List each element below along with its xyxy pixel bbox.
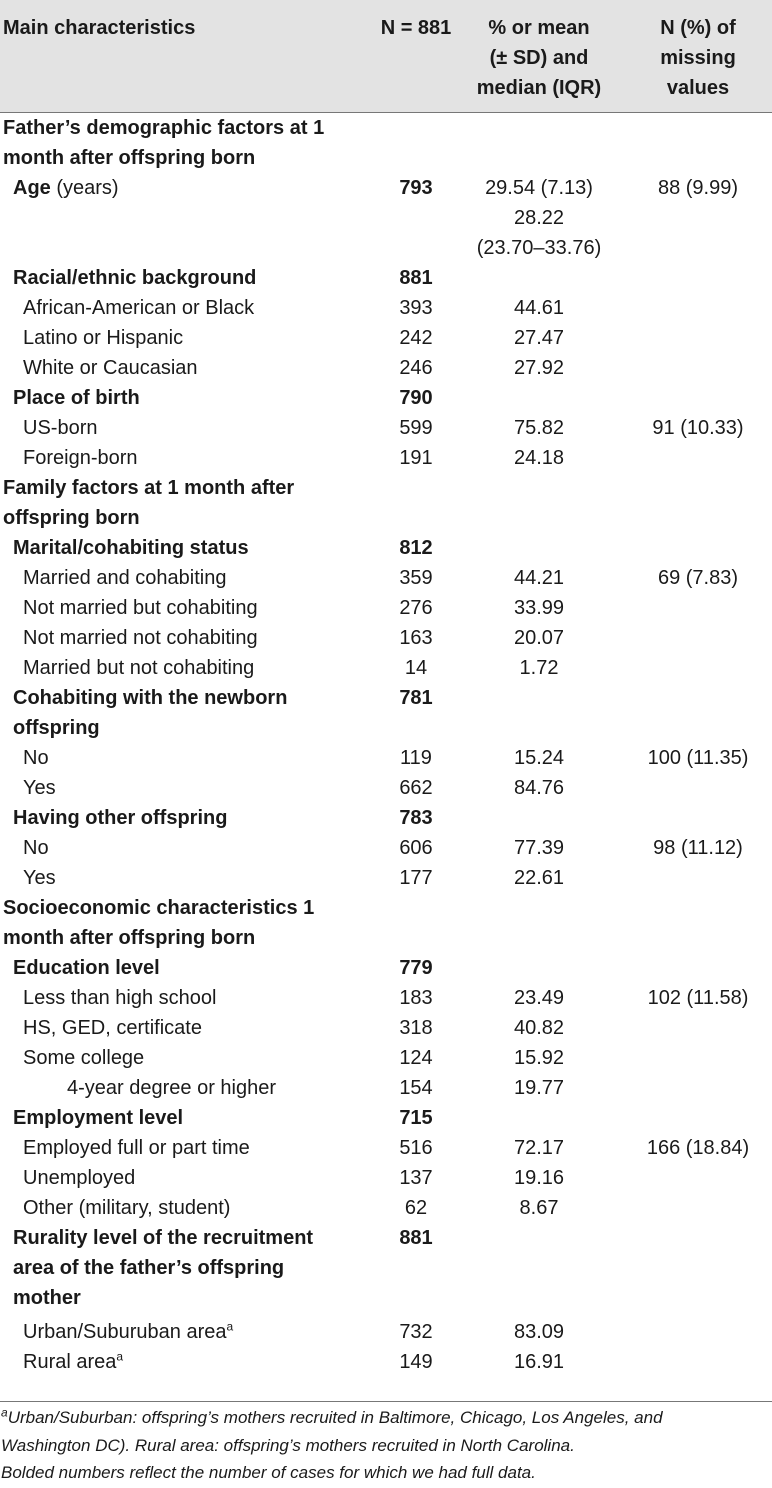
row-n: 779	[399, 957, 433, 979]
row-label-text: Latino or Hispanic	[23, 327, 184, 349]
row-label	[13, 263, 256, 293]
row-label	[23, 983, 216, 1013]
row-label-rest: (years)	[50, 177, 119, 199]
row-label-text: offspring born	[3, 507, 140, 529]
row-value: 84.76	[513, 777, 565, 799]
row-value: 23.49	[513, 987, 565, 1009]
row-label-text: Employed full or part time	[23, 1137, 250, 1159]
row-label-text: area of the father’s offspring	[13, 1257, 285, 1279]
row-label	[13, 683, 287, 713]
row-label	[23, 1317, 233, 1347]
table-row	[0, 353, 772, 383]
row-value: 15.24	[513, 747, 565, 769]
table-row	[0, 473, 772, 503]
row-label-text: No	[23, 747, 49, 769]
table-row	[0, 203, 772, 233]
table-row	[0, 293, 772, 323]
row-label	[23, 1163, 135, 1193]
row-label	[23, 1043, 144, 1073]
row-n: 715	[399, 1107, 433, 1129]
table-row	[0, 143, 772, 173]
row-missing: 100 (11.35)	[647, 747, 749, 769]
row-n: 137	[399, 1167, 433, 1189]
row-label	[23, 323, 183, 353]
row-n: 318	[399, 1017, 433, 1039]
header-percent-mean	[458, 13, 620, 103]
row-label-text: Some college	[23, 1047, 145, 1069]
row-label	[23, 563, 226, 593]
row-label	[23, 293, 254, 323]
row-n: 246	[399, 357, 433, 379]
row-label	[23, 863, 56, 893]
row-n: 359	[399, 567, 433, 589]
row-label	[13, 533, 249, 563]
row-value: 83.09	[513, 1321, 565, 1343]
header-n: N = 881	[380, 17, 452, 39]
row-label-text: No	[23, 837, 49, 859]
row-label-text: Other (military, student)	[23, 1197, 231, 1219]
row-label	[13, 1103, 183, 1133]
row-label-text: Urban/Suburuban area	[23, 1321, 227, 1343]
row-missing: 98 (11.12)	[653, 837, 743, 859]
header-main-characteristics: Main characteristics	[3, 17, 196, 39]
row-label	[3, 143, 255, 173]
table-row	[0, 743, 772, 773]
row-n: 790	[399, 387, 433, 409]
row-label-text: US-born	[23, 417, 98, 439]
row-label-text: Father’s demographic factors at 1	[3, 117, 325, 139]
table-row	[0, 803, 772, 833]
row-label-text: Rurality level of the recruitment	[13, 1227, 314, 1249]
row-value: 22.61	[513, 867, 565, 889]
table-row	[0, 713, 772, 743]
header-missing-line: missing	[660, 47, 736, 69]
row-label	[3, 923, 255, 953]
row-label-bold: Age	[13, 177, 51, 199]
row-label	[23, 1193, 230, 1223]
row-label	[23, 593, 258, 623]
table-row	[0, 1043, 772, 1073]
row-label	[13, 173, 119, 203]
row-value: 1.72	[519, 657, 559, 679]
row-label-text: month after offspring born	[3, 927, 256, 949]
row-n: 119	[400, 747, 432, 769]
table-row	[0, 1073, 772, 1103]
table-row	[0, 1223, 772, 1253]
row-label-text: Marital/cohabiting status	[13, 537, 249, 559]
row-label	[13, 383, 140, 413]
table-header	[0, 0, 772, 112]
table-row	[0, 1283, 772, 1313]
row-label-text: Foreign-born	[23, 447, 138, 469]
row-label	[23, 653, 254, 683]
row-label-text: Family factors at 1 month after	[3, 477, 295, 499]
table-row	[0, 263, 772, 293]
table-row	[0, 563, 772, 593]
row-label-text: Married and cohabiting	[23, 567, 227, 589]
header-missing-line: values	[666, 77, 730, 99]
row-value: 44.21	[513, 567, 565, 589]
row-label-text: Employment level	[13, 1107, 184, 1129]
table-row	[0, 503, 772, 533]
row-value: 75.82	[513, 417, 565, 439]
row-label-text: Yes	[23, 777, 56, 799]
table-row	[0, 863, 772, 893]
row-n: 793	[399, 177, 433, 199]
bottom-rule	[0, 1401, 772, 1402]
table-row	[0, 593, 772, 623]
row-n: 732	[399, 1321, 433, 1343]
row-missing: 91 (10.33)	[652, 417, 744, 439]
row-label-text: Having other offspring	[13, 807, 228, 829]
row-n: 242	[399, 327, 433, 349]
row-n: 276	[399, 597, 433, 619]
header-missing-line: N (%) of	[660, 17, 736, 39]
row-label	[23, 1013, 202, 1043]
row-value: 33.99	[513, 597, 565, 619]
row-n: 606	[399, 837, 433, 859]
row-label-text: Less than high school	[23, 987, 217, 1009]
row-value: 27.92	[513, 357, 565, 379]
row-label	[13, 803, 227, 833]
row-label-text: HS, GED, certificate	[23, 1017, 202, 1039]
row-value: 40.82	[513, 1017, 565, 1039]
table-row	[0, 683, 772, 713]
row-missing: 69 (7.83)	[657, 567, 739, 589]
row-n: 599	[399, 417, 433, 439]
row-label-text: Cohabiting with the newborn	[13, 687, 288, 709]
header-percent-mean-line: % or mean	[488, 17, 590, 39]
table-row	[0, 533, 772, 563]
table-row	[0, 1133, 772, 1163]
row-label-text: offspring	[13, 717, 100, 739]
header-percent-mean-line: median (IQR)	[476, 77, 602, 99]
row-value: 27.47	[513, 327, 565, 349]
row-n: 516	[399, 1137, 433, 1159]
row-value: (23.70–33.76)	[476, 237, 602, 259]
footnote-text-2: Washington DC). Rural area: offspring’s mothers recruited in North Carolina.	[1, 1436, 575, 1455]
row-n: 163	[399, 627, 433, 649]
row-label-text: Not married but cohabiting	[23, 597, 258, 619]
row-label	[23, 413, 97, 443]
row-n: 154	[399, 1077, 433, 1099]
table-row	[0, 173, 772, 203]
row-label	[67, 1073, 276, 1103]
row-n: 662	[399, 777, 433, 799]
table-row	[0, 893, 772, 923]
footnote-text-3: Bolded numbers reflect the number of cases for which we had full data.	[1, 1463, 536, 1482]
row-label-text: Not married not cohabiting	[23, 627, 258, 649]
table-row	[0, 443, 772, 473]
row-label-text: month after offspring born	[3, 147, 256, 169]
table-row	[0, 953, 772, 983]
row-n: 783	[399, 807, 433, 829]
row-label	[13, 1253, 284, 1283]
table-row	[0, 1193, 772, 1223]
table-row	[0, 923, 772, 953]
row-value: 19.16	[513, 1167, 565, 1189]
row-n: 177	[399, 867, 433, 889]
row-n: 881	[399, 267, 433, 289]
row-value: 20.07	[513, 627, 565, 649]
table-row	[0, 1317, 772, 1347]
table-row	[0, 623, 772, 653]
table-row	[0, 773, 772, 803]
row-label-text: Socioeconomic characteristics 1	[3, 897, 315, 919]
row-value: 77.39	[513, 837, 565, 859]
header-missing	[624, 13, 772, 103]
row-n: 881	[399, 1227, 433, 1249]
table-row	[0, 1103, 772, 1133]
row-n: 62	[404, 1197, 428, 1219]
row-n: 124	[399, 1047, 433, 1069]
row-label	[23, 743, 49, 773]
row-value: 72.17	[513, 1137, 565, 1159]
row-n: 781	[399, 687, 433, 709]
row-label	[13, 713, 100, 743]
table-row	[0, 833, 772, 863]
table-row	[0, 413, 772, 443]
footnote-marker: a	[1, 1405, 8, 1420]
row-label	[23, 623, 258, 653]
row-label-superscript: a	[116, 1349, 124, 1364]
row-label	[13, 1223, 313, 1253]
table-row	[0, 1163, 772, 1193]
row-value: 24.18	[513, 447, 565, 469]
table-row	[0, 113, 772, 143]
row-label	[23, 353, 198, 383]
table-row	[0, 1013, 772, 1043]
row-label-text: Racial/ethnic background	[13, 267, 257, 289]
table-row	[0, 383, 772, 413]
row-value: 28.22	[513, 207, 565, 229]
row-value: 15.92	[513, 1047, 565, 1069]
row-label-text: Unemployed	[23, 1167, 136, 1189]
row-n: 183	[399, 987, 433, 1009]
row-label	[3, 893, 314, 923]
table-row	[0, 1253, 772, 1283]
row-missing: 166 (18.84)	[646, 1137, 750, 1159]
row-label	[13, 953, 160, 983]
row-label	[23, 1347, 123, 1377]
row-label-text: Place of birth	[13, 387, 140, 409]
table-row	[0, 653, 772, 683]
table-row	[0, 983, 772, 1013]
row-missing: 88 (9.99)	[657, 177, 739, 199]
row-label-text: mother	[13, 1287, 81, 1309]
table-row	[0, 233, 772, 263]
row-label	[3, 473, 294, 503]
header-percent-mean-line: (± SD) and	[489, 47, 589, 69]
row-value: 19.77	[513, 1077, 565, 1099]
row-missing: 102 (11.58)	[647, 987, 749, 1009]
footnote-text-1: Urban/Suburban: offspring’s mothers recruited in Baltimore, Chicago, Los Angeles, and	[7, 1408, 663, 1427]
row-label	[23, 443, 138, 473]
table-row	[0, 1347, 772, 1377]
row-label	[3, 503, 140, 533]
row-label-text: Married but not cohabiting	[23, 657, 255, 679]
row-label	[23, 833, 49, 863]
row-label	[23, 1133, 250, 1163]
row-n: 14	[404, 657, 428, 679]
table-row	[0, 323, 772, 353]
row-n: 393	[399, 297, 433, 319]
row-label-text: Yes	[23, 867, 56, 889]
row-label	[23, 773, 56, 803]
row-value: 29.54 (7.13)	[485, 177, 593, 199]
row-label-text: Rural area	[23, 1351, 117, 1373]
row-label-text: Education level	[13, 957, 160, 979]
row-label-text: African-American or Black	[23, 297, 255, 319]
row-value: 16.91	[513, 1351, 565, 1373]
row-label-text: White or Caucasian	[23, 357, 198, 379]
row-value: 44.61	[513, 297, 565, 319]
row-label-superscript: a	[226, 1319, 234, 1334]
row-n: 149	[399, 1351, 433, 1373]
row-label-text: 4-year degree or higher	[67, 1077, 277, 1099]
row-value: 8.67	[519, 1197, 559, 1219]
row-label	[3, 113, 324, 143]
row-n: 812	[399, 537, 433, 559]
row-n: 191	[399, 447, 433, 469]
row-label	[13, 1283, 81, 1313]
